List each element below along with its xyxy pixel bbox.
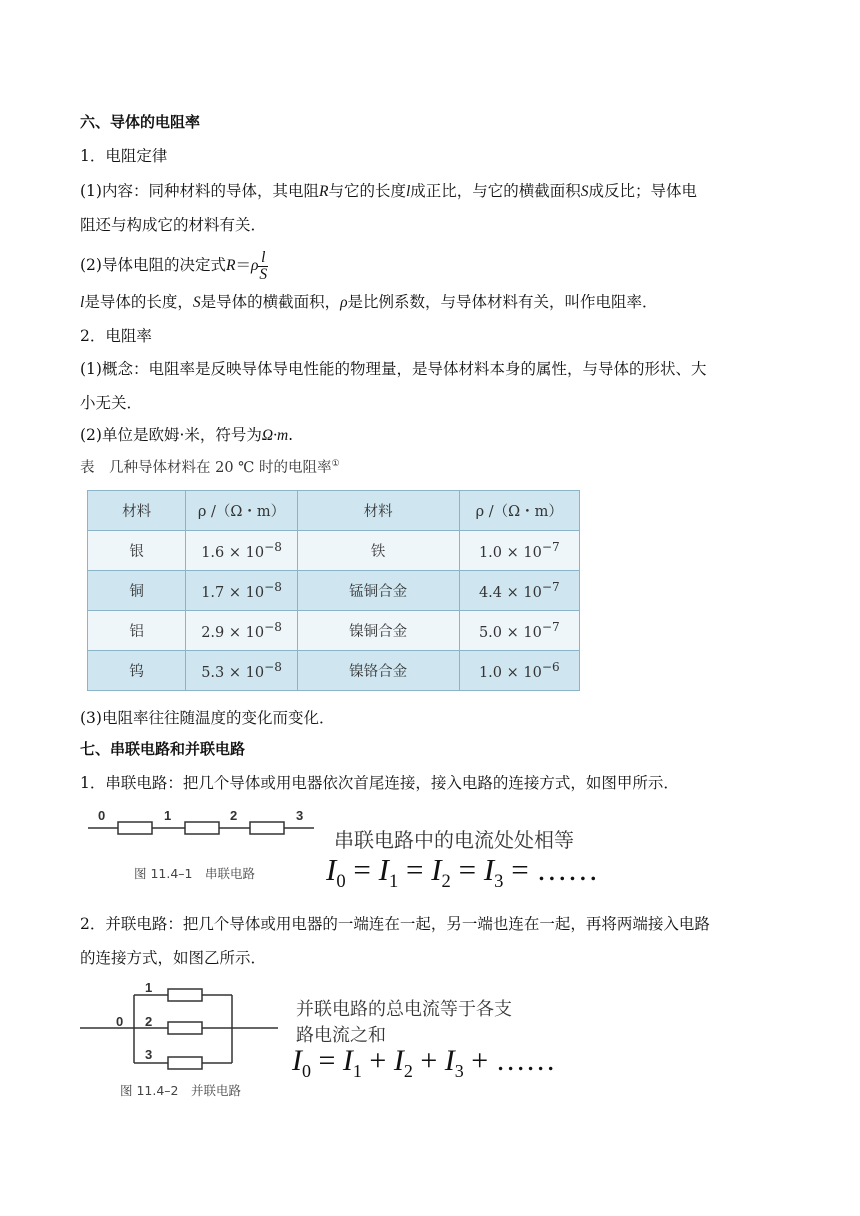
- parallel-note-line1: 并联电路的总电流等于各支: [296, 999, 512, 1020]
- text-run: .: [288, 426, 294, 444]
- formula-definitions: [80, 291, 790, 314]
- exponent: −8: [264, 660, 282, 675]
- table-caption: [80, 456, 340, 477]
- resistor-3-icon: [168, 1057, 202, 1069]
- exponent: −8: [264, 620, 282, 635]
- concept-line1: (1)概念：电阻率是反映导体导电性能的物理量，是导体材料本身的属性，与导体的形状、大: [80, 360, 707, 378]
- eq-subscript: 0: [302, 1061, 311, 1081]
- eq-operator: =: [353, 852, 379, 887]
- eq-operator: =: [318, 1044, 343, 1077]
- value-cell: [186, 571, 297, 611]
- exponent: −6: [541, 660, 560, 675]
- series-circuit-diagram: [88, 808, 318, 858]
- material-cell: 银: [88, 531, 186, 571]
- section6-title: 六、导体的电阻率: [80, 113, 201, 131]
- eq-symbol: I: [342, 1044, 353, 1077]
- eq-operator: = ……: [511, 852, 599, 887]
- value-cell: [186, 651, 297, 691]
- value-cell: [459, 651, 579, 691]
- unit-symbol: Ω·m: [261, 427, 289, 444]
- mantissa: 1.6 × 10: [201, 544, 265, 561]
- eq-symbol: I: [393, 1044, 404, 1077]
- series-node-label: 1: [164, 808, 172, 823]
- value-cell: [186, 531, 297, 571]
- material-cell: 铝: [88, 611, 186, 651]
- text-run: 是导体的长度，: [84, 293, 193, 311]
- law-content-line1: [80, 180, 790, 203]
- section7-title: 七、串联电路和并联电路: [80, 740, 246, 758]
- eq-symbol: I: [444, 1044, 455, 1077]
- mantissa: 1.0 × 10: [478, 664, 542, 681]
- symbol-rho: ρ: [340, 294, 348, 311]
- text-run: 与它的长度: [328, 182, 406, 200]
- eq-subscript: 2: [403, 1061, 413, 1081]
- series-description: 1．串联电路：把几个导体或用电器依次首尾连接，接入电路的连接方式，如图甲所示．: [80, 774, 679, 792]
- symbol-S: S: [580, 183, 589, 200]
- table-header: 材料: [297, 491, 459, 531]
- law-content-line2: 阻还与构成它的材料有关．: [80, 216, 267, 234]
- parallel-node-label: 0: [116, 1014, 124, 1029]
- eq-symbol: I: [378, 852, 389, 887]
- material-cell: 铁: [297, 531, 459, 571]
- text-run: 成反比；导体电: [588, 182, 698, 200]
- table-header-row: [88, 491, 580, 531]
- symbol-l: l: [405, 183, 411, 200]
- material-cell: 镍铬合金: [297, 651, 459, 691]
- text-run: 是导体的横截面积，: [200, 293, 341, 311]
- mantissa: 1.7 × 10: [201, 584, 265, 601]
- eq-symbol: I: [431, 852, 442, 887]
- value-cell: [459, 611, 579, 651]
- resistor-1-icon: [168, 989, 202, 1001]
- fraction-denominator: S: [259, 265, 268, 283]
- eq-subscript: 0: [336, 871, 346, 893]
- symbol-l: l: [80, 294, 85, 311]
- text-run: (2)导体电阻的决定式: [80, 256, 226, 274]
- footnote-mark: ①: [331, 459, 340, 470]
- material-cell: 铜: [88, 571, 186, 611]
- symbol-S: S: [192, 294, 201, 311]
- parallel-node-label: 2: [145, 1014, 153, 1029]
- eq-operator: + ……: [471, 1044, 556, 1077]
- eq-symbol: I: [483, 852, 495, 887]
- parallel-figure-caption: 图 11.4–2 并联电路: [120, 1083, 242, 1098]
- series-node-label: 2: [230, 808, 238, 823]
- symbol-rho: ρ: [250, 257, 259, 274]
- symbol-R: R: [318, 183, 329, 200]
- exponent: −7: [541, 540, 560, 555]
- fraction: [258, 250, 268, 283]
- exponent: −7: [541, 620, 560, 635]
- table-header: ρ /（Ω・m）: [459, 491, 579, 531]
- resistor-1-icon: [118, 822, 152, 834]
- exponent: −7: [541, 580, 560, 595]
- parallel-circuit-diagram: [80, 980, 280, 1080]
- mantissa: 2.9 × 10: [201, 624, 265, 641]
- series-note: 串联电路中的电流处处相等: [334, 828, 574, 852]
- resistance-formula: [80, 245, 790, 285]
- eq-subscript: 2: [441, 871, 451, 893]
- parallel-note-line2: 路电流之和: [296, 1025, 386, 1046]
- mantissa: 4.4 × 10: [478, 584, 542, 601]
- eq-symbol: I: [326, 852, 337, 887]
- table-row: [88, 571, 580, 611]
- resistivity-title: 2．电阻率: [80, 327, 152, 345]
- material-cell: 钨: [88, 651, 186, 691]
- value-cell: [186, 611, 297, 651]
- law-title: 1．电阻定律: [80, 147, 168, 165]
- series-node-label: 0: [98, 808, 106, 823]
- table-row: [88, 611, 580, 651]
- exponent: −8: [264, 580, 282, 595]
- series-figure-caption: 图 11.4–1 串联电路: [134, 866, 256, 881]
- series-node-label: 3: [296, 808, 304, 823]
- parallel-equation: [292, 1044, 556, 1082]
- parallel-node-label: 3: [145, 1047, 153, 1062]
- symbol-R: R: [225, 257, 236, 274]
- eq-symbol: I: [292, 1044, 302, 1077]
- material-cell: 锰铜合金: [297, 571, 459, 611]
- table-row: [88, 531, 580, 571]
- unit-line: [80, 424, 790, 447]
- text-run: (1)内容：同种材料的导体，其电阻: [80, 182, 319, 200]
- mantissa: 5.3 × 10: [201, 664, 265, 681]
- resistor-3-icon: [250, 822, 284, 834]
- eq-operator: =: [458, 852, 484, 887]
- eq-subscript: 1: [388, 871, 399, 893]
- value-cell: [459, 531, 579, 571]
- parallel-description-line1: 2．并联电路：把几个导体或用电器的一端连在一起，另一端也连在一起，再将两端接入电路: [80, 915, 710, 933]
- table-header: ρ /（Ω・m）: [186, 491, 297, 531]
- eq-subscript: 3: [494, 871, 504, 893]
- caption-text: 表 几种导体材料在 20 ℃ 时的电阻率: [80, 460, 332, 476]
- temperature-note: (3)电阻率往往随温度的变化而变化．: [80, 709, 335, 727]
- eq-operator: =: [405, 852, 432, 887]
- mantissa: 1.0 × 10: [478, 544, 542, 561]
- material-cell: 镍铜合金: [297, 611, 459, 651]
- text-run: (2)单位是欧姆·米，符号为: [80, 426, 262, 444]
- parallel-node-label: 1: [145, 980, 153, 995]
- text-run: 成正比，与它的横截面积: [410, 182, 581, 200]
- value-cell: [459, 571, 579, 611]
- series-equation: [326, 852, 598, 893]
- equals-sign: ＝: [235, 256, 251, 274]
- text-run: 是比例系数，与导体材料有关，叫作电阻率．: [347, 293, 658, 311]
- fraction-numerator: l: [258, 250, 268, 267]
- resistor-2-icon: [168, 1022, 202, 1034]
- eq-operator: +: [369, 1044, 394, 1077]
- mantissa: 5.0 × 10: [478, 624, 542, 641]
- resistor-2-icon: [185, 822, 219, 834]
- eq-operator: +: [420, 1044, 445, 1077]
- table-row: [88, 651, 580, 691]
- eq-subscript: 1: [352, 1061, 362, 1081]
- concept-line2: 小无关．: [80, 394, 143, 412]
- resistivity-table: [87, 490, 580, 691]
- table-header: 材料: [88, 491, 186, 531]
- exponent: −8: [264, 540, 282, 555]
- eq-subscript: 3: [454, 1061, 464, 1081]
- parallel-description-line2: 的连接方式，如图乙所示．: [80, 949, 267, 967]
